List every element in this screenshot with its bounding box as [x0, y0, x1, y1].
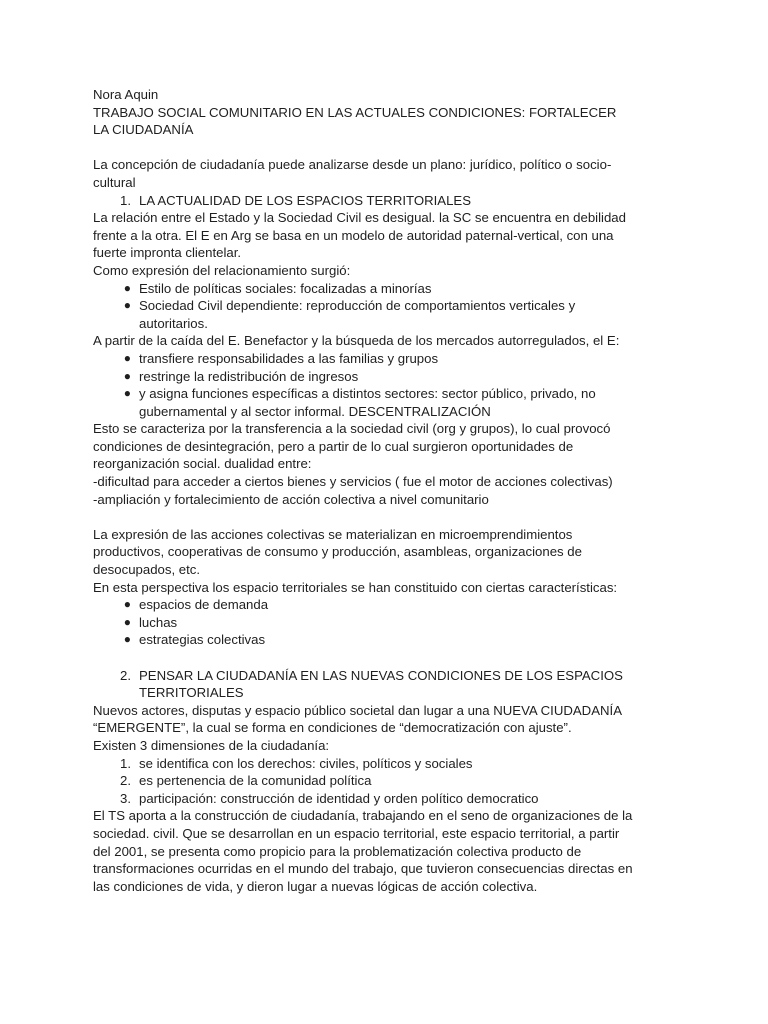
list-item-text: autoritarios.: [139, 315, 208, 331]
item-number: 3.: [120, 790, 131, 806]
numbered-item-text: es pertenencia de la comunidad política: [139, 773, 372, 789]
intro-line-2: cultural: [93, 174, 136, 190]
paragraph-line: las condiciones de vida, y dieron lugar a nuevas lógicas de acción colectiva.: [93, 878, 538, 894]
numbered-item: [93, 755, 693, 773]
list-item: [93, 631, 693, 649]
list-item: [93, 280, 693, 298]
paragraph-line: productivos, cooperativas de consumo y producción, asambleas, organizaciones de: [93, 544, 582, 560]
list-item-text: restringe la redistribución de ingresos: [139, 368, 359, 384]
section-2-heading: [93, 667, 693, 702]
list-item: [93, 385, 693, 420]
paragraph-line: La relación entre el Estado y la Sociedad Civil es desigual. la SC se encuentra en debilidad: [93, 210, 626, 226]
paragraph-line: transformaciones ocurridas en el mundo del trabajo, que tuvieron consecuencias directas en: [93, 861, 633, 877]
bullet-icon: ●: [123, 350, 131, 365]
paragraph-line: -dificultad para acceder a ciertos bienes y servicios ( fue el motor de acciones colectivas): [93, 474, 613, 490]
numbered-item: [93, 790, 693, 808]
paragraph-line: del 2001, se presenta como propicio para la problematización colectiva producto de: [93, 843, 582, 859]
numbered-item: [93, 772, 693, 790]
paragraph-line: El TS aporta a la construcción de ciudadanía, trabajando en el seno de organizaciones de la: [93, 808, 633, 824]
list-item-text: transfiere responsabilidades a las familias y grupos: [139, 350, 439, 366]
bullet-icon: ●: [123, 632, 131, 647]
document-title-line-1: TRABAJO SOCIAL COMUNITARIO EN LAS ACTUALES CONDICIONES: FORTALECER: [93, 104, 617, 120]
paragraph-line: “EMERGENTE”, la cual se forma en condiciones de “democratización con ajuste”.: [93, 720, 572, 736]
section-number: 1.: [120, 192, 131, 208]
list-item: [93, 614, 693, 632]
item-number: 1.: [120, 755, 131, 771]
paragraph-line: fuerte impronta clientelar.: [93, 245, 242, 261]
section-heading-text: TERRITORIALES: [139, 685, 244, 701]
list-item-text: estrategias colectivas: [139, 632, 266, 648]
paragraph-line: condiciones de desintegración, pero a partir de lo cual surgieron oportunidades de: [93, 438, 574, 454]
intro-line-1: La concepción de ciudadanía puede analizarse desde un plano: jurídico, político o socio-: [93, 157, 612, 173]
list-item: [93, 297, 693, 332]
paragraph-line: Existen 3 dimensiones de la ciudadanía:: [93, 737, 330, 753]
list-item-text: y asigna funciones específicas a distintos sectores: sector público, privado, no: [139, 386, 596, 402]
paragraph-line: desocupados, etc.: [93, 562, 201, 578]
document-page: [93, 86, 693, 895]
section-number: 2.: [120, 667, 131, 683]
paragraph-line: La expresión de las acciones colectivas se materializan en microemprendimientos: [93, 526, 573, 542]
list-item-text: espacios de demanda: [139, 597, 269, 613]
paragraph-line: -ampliación y fortalecimiento de acción colectiva a nivel comunitario: [93, 491, 489, 507]
list-item: [93, 368, 693, 386]
numbered-item-text: participación: construcción de identidad y orden político democratico: [139, 790, 539, 806]
paragraph-line: Como expresión del relacionamiento surgió:: [93, 262, 351, 278]
paragraph-line: Esto se caracteriza por la transferencia a la sociedad civil (org y grupos), lo cual provocó: [93, 421, 611, 437]
paragraph-line: Nuevos actores, disputas y espacio público societal dan lugar a una NUEVA CIUDADANÍA: [93, 702, 622, 718]
list-item-text: gubernamental y al sector informal. DESCENTRALIZACIÓN: [139, 403, 491, 419]
section-1-heading: [93, 192, 693, 210]
paragraph-line: En esta perspectiva los espacio territoriales se han constituido con ciertas características:: [93, 579, 618, 595]
bullet-icon: ●: [123, 614, 131, 629]
paragraph-line: A partir de la caída del E. Benefactor y la búsqueda de los mercados autorregulados, el E:: [93, 333, 620, 349]
bullet-icon: ●: [123, 298, 131, 313]
paragraph-line: reorganización social. dualidad entre:: [93, 456, 312, 472]
list-item-text: luchas: [139, 614, 178, 630]
list-item: [93, 596, 693, 614]
bullet-icon: ●: [123, 386, 131, 401]
spacer: [93, 649, 693, 667]
spacer: [93, 139, 693, 157]
list-item-text: Estilo de políticas sociales: focalizadas a minorías: [139, 280, 432, 296]
list-item: [93, 350, 693, 368]
bullet-icon: ●: [123, 597, 131, 612]
paragraph-line: frente a la otra. El E en Arg se basa en un modelo de autoridad paternal-vertical, con una: [93, 227, 614, 243]
bullet-icon: ●: [123, 368, 131, 383]
section-heading-text: LA ACTUALIDAD DE LOS ESPACIOS TERRITORIALES: [139, 192, 471, 208]
author-name: Nora Aquin: [93, 87, 159, 102]
numbered-item-text: se identifica con los derechos: civiles, políticos y sociales: [139, 755, 473, 771]
bullet-icon: ●: [123, 280, 131, 295]
item-number: 2.: [120, 773, 131, 789]
list-item-text: Sociedad Civil dependiente: reproducción de comportamientos verticales y: [139, 298, 576, 314]
paragraph-line: sociedad. civil. Que se desarrollan en un espacio territorial, este espacio territorial, a partir: [93, 825, 620, 841]
spacer: [93, 508, 693, 526]
section-heading-text: PENSAR LA CIUDADANÍA EN LAS NUEVAS CONDICIONES DE LOS ESPACIOS: [139, 667, 623, 683]
document-title-line-2: LA CIUDADANÍA: [93, 122, 194, 138]
